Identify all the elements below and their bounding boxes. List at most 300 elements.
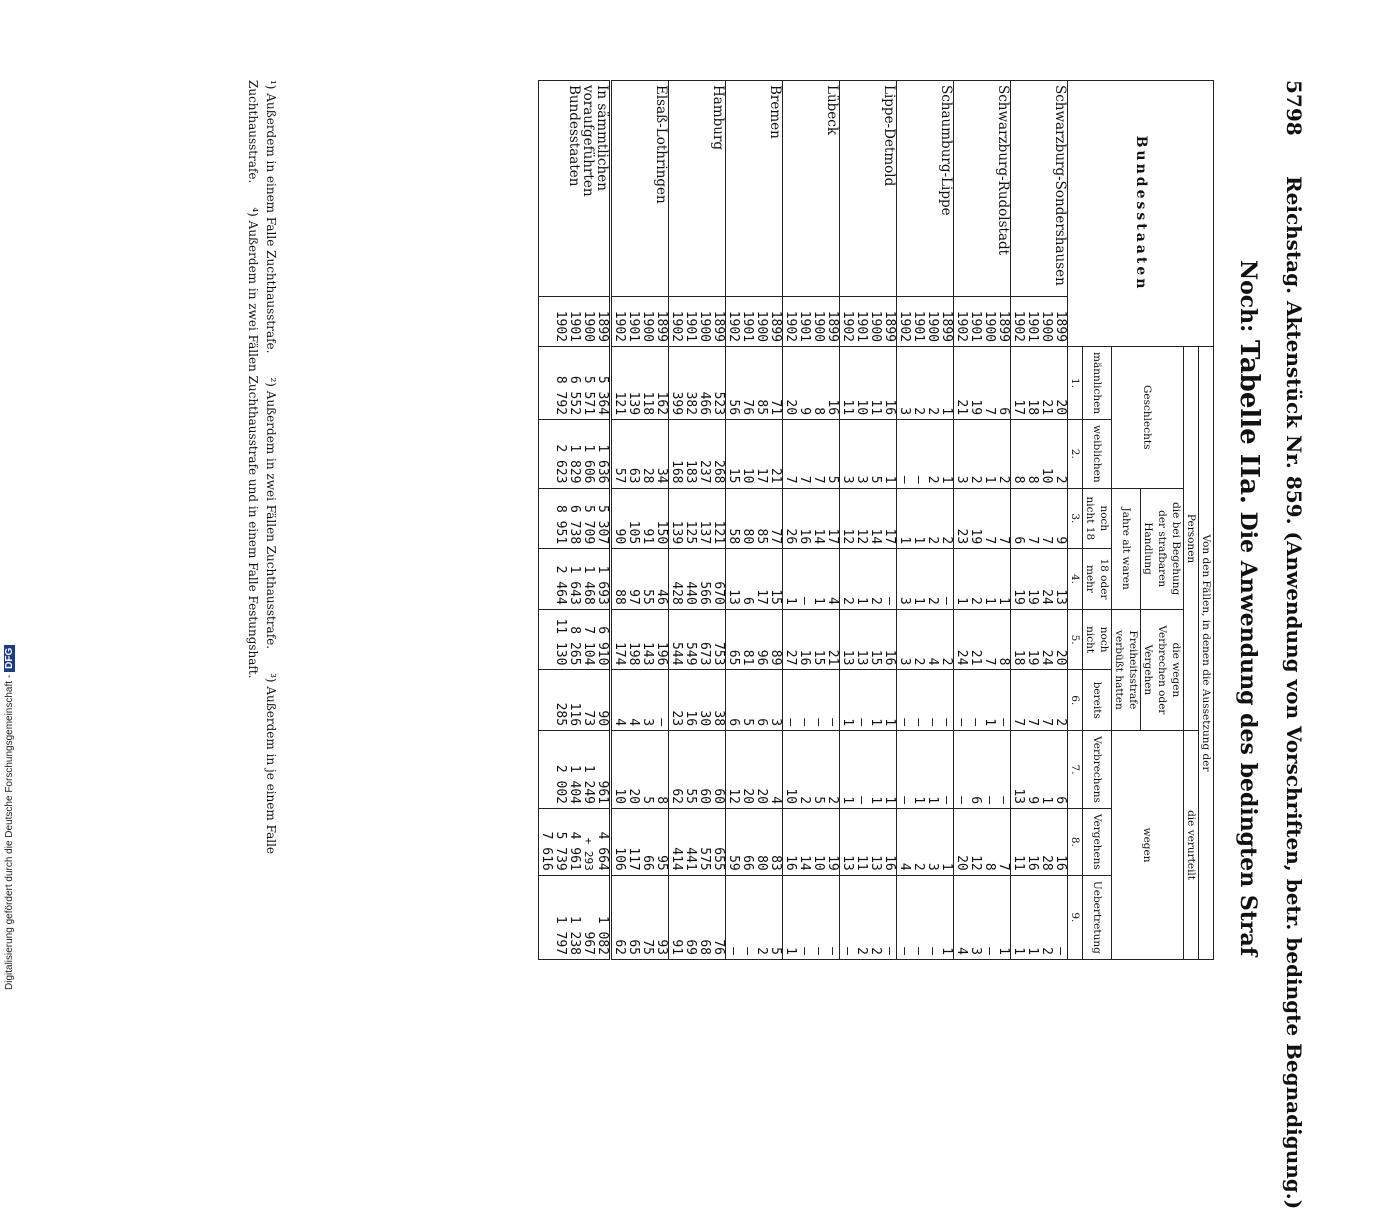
value: 7 — [811, 475, 826, 484]
value: 1899 — [654, 310, 669, 342]
value: 12 — [968, 855, 983, 871]
value: 13 — [854, 649, 869, 666]
value: 116 — [567, 702, 582, 727]
value: — — [925, 718, 940, 727]
value: 11 — [1011, 855, 1026, 871]
value: 1 — [925, 796, 940, 805]
value: 1902 — [840, 310, 855, 342]
value: — — [825, 718, 840, 727]
value-cell — [669, 420, 726, 488]
value: — — [654, 718, 669, 727]
value-cell — [1011, 420, 1068, 488]
value: 1900 — [640, 310, 655, 342]
value: — — [783, 718, 798, 727]
value-cell — [840, 549, 897, 610]
value: 1 — [882, 718, 897, 727]
value: 57 — [612, 467, 627, 484]
value: 1 643 — [567, 565, 582, 605]
value: 1 — [868, 796, 883, 805]
state-name: Schaumburg-Lippe — [897, 81, 954, 297]
value: 1899 — [882, 310, 897, 342]
value: 56 — [726, 399, 741, 416]
value: 5 709 — [581, 505, 596, 545]
value: 125 — [683, 520, 698, 545]
value: 16 — [683, 710, 698, 727]
value: 139 — [669, 520, 684, 545]
value: 8 — [654, 796, 669, 805]
value: 10 — [1039, 467, 1054, 484]
value: 4 — [612, 718, 627, 727]
value: — — [982, 796, 997, 805]
digitization-credit — [4, 645, 15, 990]
value: 46 — [654, 589, 669, 605]
credit-text: Digitalisierung gefördert durch die Deutsche Forschungsgemeinschaft - — [4, 674, 15, 990]
column-number: 2. — [1068, 420, 1083, 488]
value: 17 — [754, 589, 769, 605]
value: 1 — [996, 947, 1011, 955]
value: 12 — [840, 528, 855, 545]
value: 91 — [640, 528, 655, 545]
value: 2 — [868, 596, 883, 605]
value: 13 — [840, 855, 855, 871]
value: 65 — [726, 649, 741, 666]
value: 2 002 — [553, 764, 568, 805]
value: 60 — [711, 788, 726, 805]
value: 8 265 — [567, 626, 582, 666]
value: 753 — [711, 641, 726, 666]
value: 59 — [726, 855, 741, 871]
value-cell — [726, 488, 783, 549]
value: 11 — [840, 399, 855, 416]
value: 1899 — [825, 310, 840, 342]
value: 3 — [768, 718, 783, 727]
value: 285 — [553, 702, 568, 727]
value: 5 571 — [581, 375, 596, 416]
value: 1 — [1011, 947, 1026, 955]
value-cell — [840, 420, 897, 488]
header-bereits: bereits — [1083, 670, 1112, 731]
value: 27 — [783, 649, 798, 666]
value: 1 — [939, 862, 954, 871]
value: 73 — [581, 710, 596, 727]
column-number: 6. — [1068, 670, 1083, 731]
value: 20 — [626, 788, 641, 805]
value: 7 — [996, 862, 1011, 871]
value: — — [840, 947, 855, 955]
value: 1902 — [783, 310, 798, 342]
header-vergehens: Vergehens — [1083, 809, 1112, 876]
value: 85 — [754, 399, 769, 416]
year-cell — [726, 296, 783, 346]
value: 2 — [1053, 718, 1068, 727]
footnote: ²) Außerdem in zwei Fällen Zuchthausstrafe. — [264, 377, 278, 650]
value-cell — [840, 488, 897, 549]
value: 2 — [925, 475, 940, 484]
value: 1901 — [968, 310, 983, 342]
year-cell — [954, 296, 1011, 346]
value-cell — [897, 609, 954, 670]
value: 7 — [982, 657, 997, 666]
value: 10 — [783, 788, 798, 805]
value: 23 — [954, 528, 969, 545]
value: 2 — [868, 947, 883, 955]
value: 13 — [840, 649, 855, 666]
value: 13 — [1011, 788, 1026, 805]
value: — — [996, 718, 1011, 727]
header-freiheitsstrafe: Freiheitsstrafe verbüßt hatten — [1112, 609, 1141, 730]
value-cell — [783, 731, 840, 809]
table-body — [539, 81, 1068, 960]
value-cell — [611, 731, 669, 809]
value: 77 — [768, 528, 783, 545]
value: 7 — [982, 407, 997, 416]
value: 20 — [754, 788, 769, 805]
value: 14 — [811, 528, 826, 545]
value: 5 — [740, 718, 755, 727]
value-cell — [954, 609, 1011, 670]
value: 58 — [726, 528, 741, 545]
value: 466 — [697, 391, 712, 416]
value: 1 — [939, 947, 954, 955]
value-cell — [611, 420, 669, 488]
value: 21 — [954, 399, 969, 416]
value: 6 552 — [567, 375, 582, 416]
value-cell — [783, 809, 840, 876]
value: 121 — [612, 391, 627, 416]
header-jahre: Jahre alt waren — [1112, 488, 1141, 609]
value: 6 — [996, 407, 1011, 416]
value: 5 364 — [595, 375, 610, 416]
value: — — [882, 947, 897, 955]
column-number: 4. — [1068, 549, 1083, 610]
value: 21 — [1039, 399, 1054, 416]
value: — — [911, 947, 926, 955]
value: 11 — [868, 399, 883, 416]
value-cell — [611, 809, 669, 876]
value: 961 — [595, 780, 610, 805]
value-cell — [611, 670, 669, 731]
value: 90 — [612, 528, 627, 545]
value: 1 — [982, 475, 997, 484]
value: 4 — [954, 947, 969, 955]
value: 1900 — [982, 310, 997, 342]
header-wegen: wegen — [1112, 731, 1184, 960]
value: 1902 — [612, 310, 627, 342]
value: 24 — [1039, 649, 1054, 666]
value: — — [954, 796, 969, 805]
value: 8 — [811, 407, 826, 416]
merged-value: + 293 — [582, 837, 595, 871]
value: — — [811, 947, 826, 955]
value: 15 — [726, 467, 741, 484]
value: — — [939, 718, 954, 727]
value-cell — [539, 488, 611, 549]
value: 1900 — [1039, 310, 1054, 342]
value: 90 — [595, 710, 610, 727]
value: 1902 — [726, 310, 741, 342]
value: 91 — [669, 939, 684, 955]
value: 7 — [783, 475, 798, 484]
value: 24 — [1039, 589, 1054, 605]
value: 1899 — [1053, 310, 1068, 342]
value: 673 — [697, 641, 712, 666]
footnotes — [244, 80, 280, 960]
value: — — [897, 947, 912, 955]
value-cell — [840, 609, 897, 670]
header-verbrechen: die wegen Verbrechen oder Vergehen — [1141, 609, 1184, 730]
column-number: 3. — [1068, 488, 1083, 549]
value: 20 — [1053, 399, 1068, 416]
year-cell — [611, 296, 669, 346]
value: 20 — [1053, 649, 1068, 666]
statistics-table — [538, 80, 1214, 960]
value: 1902 — [669, 310, 684, 342]
value: 11 130 — [553, 618, 568, 666]
value: 5 307 — [595, 505, 610, 545]
value: 150 — [654, 520, 669, 545]
value: 162 — [654, 391, 669, 416]
subtitle-text: Die Anwendung des bedingten Straf — [1235, 511, 1261, 957]
value: — — [954, 718, 969, 727]
footnote: ³) Außerdem in je einem Falle Zuchthausstrafe. — [246, 80, 278, 855]
value-cell — [783, 549, 840, 610]
value: 7 — [1039, 718, 1054, 727]
value: 3 — [968, 947, 983, 955]
value: 3 — [954, 475, 969, 484]
value: 1 — [854, 596, 869, 605]
value: 23 — [669, 710, 684, 727]
value: 19 — [968, 528, 983, 545]
value: 16 — [882, 399, 897, 416]
value: 28 — [1039, 855, 1054, 871]
value: 1 606 — [581, 444, 596, 484]
value: 1 — [840, 718, 855, 727]
year-cell — [539, 296, 611, 346]
value: — — [911, 718, 926, 727]
value: 1900 — [868, 310, 883, 342]
value: 16 — [783, 855, 798, 871]
value: 76 — [740, 399, 755, 416]
value: — — [797, 947, 812, 955]
value: 1 — [882, 475, 897, 484]
value-cell — [611, 549, 669, 610]
value: 7 104 — [581, 626, 596, 666]
value: 5 739 — [553, 831, 568, 871]
state-name: Schwarzburg-Sondershausen — [1011, 81, 1068, 297]
value: 3 — [925, 862, 940, 871]
value-cell — [669, 488, 726, 549]
value: 2 — [840, 596, 855, 605]
value: 17 — [825, 528, 840, 545]
value: — — [882, 596, 897, 605]
value: 4 — [897, 862, 912, 871]
value-cell — [669, 875, 726, 959]
value: 440 — [683, 581, 698, 605]
value: 4 664 — [595, 831, 610, 871]
value: 55 — [640, 589, 655, 605]
value: 1900 — [754, 310, 769, 342]
value: 1 — [982, 718, 997, 727]
value: 75 — [640, 939, 655, 955]
value: — — [897, 718, 912, 727]
value: 121 — [711, 520, 726, 545]
value-cell — [954, 549, 1011, 610]
value: 62 — [612, 939, 627, 955]
value: 10 — [854, 399, 869, 416]
value: 4 — [925, 657, 940, 666]
value: — — [897, 796, 912, 805]
value: 20 — [954, 855, 969, 871]
value: 19 — [968, 399, 983, 416]
value-cell — [1011, 731, 1068, 809]
value: 89 — [768, 649, 783, 666]
value: 15 — [868, 649, 883, 666]
value: 1 — [996, 596, 1011, 605]
value-cell — [954, 347, 1011, 420]
value: 10 — [811, 855, 826, 871]
value: 38 — [711, 710, 726, 727]
state-name: Lippe-Detmold — [840, 81, 897, 297]
value: 7 616 — [539, 831, 554, 871]
document-title: Reichstag. Aktenstück Nr. 859. (Anwendung von Vorschriften, betr. bedingte Begnadigung.) — [1282, 176, 1306, 1209]
value: — — [726, 947, 741, 955]
value-cell — [1011, 875, 1068, 959]
header-verurteilt: die verurteilt — [1184, 731, 1199, 960]
subtitle-prefix: Noch: — [1235, 260, 1261, 333]
value: 1901 — [626, 310, 641, 342]
value: — — [939, 596, 954, 605]
value: — — [854, 796, 869, 805]
value: 1902 — [897, 310, 912, 342]
value: 143 — [640, 641, 655, 666]
value: 1901 — [911, 310, 926, 342]
value: — — [1053, 947, 1068, 955]
value: 1902 — [954, 310, 969, 342]
summary-label: In sämmtlichen voraufgeführten Bundesstaaten — [539, 81, 611, 297]
value: 1901 — [854, 310, 869, 342]
value: 1 238 — [567, 915, 582, 955]
value: 2 — [854, 947, 869, 955]
value: 1902 — [1011, 310, 1026, 342]
value: 16 — [797, 649, 812, 666]
value: 76 — [711, 939, 726, 955]
value: 4 — [768, 796, 783, 805]
value: 2 — [925, 407, 940, 416]
value-cell — [539, 809, 611, 876]
value: — — [982, 947, 997, 955]
value: 14 — [797, 855, 812, 871]
value: 1 — [1039, 796, 1054, 805]
value: 2 — [911, 407, 926, 416]
value: 6 — [754, 718, 769, 727]
summary-row — [539, 81, 611, 960]
table-number: Tabelle IIa. — [1234, 339, 1264, 504]
value-cell — [954, 420, 1011, 488]
value-cell — [954, 809, 1011, 876]
value: 4 961 — [567, 831, 582, 871]
value: 1 468 — [581, 565, 596, 605]
value-cell — [783, 347, 840, 420]
value: 1 404 — [567, 764, 582, 805]
value: 20 — [740, 788, 755, 805]
value: 414 — [669, 847, 684, 871]
value-cell — [1011, 609, 1068, 670]
value: — — [996, 796, 1011, 805]
value: 85 — [754, 528, 769, 545]
value-cell — [726, 731, 783, 809]
value: 1901 — [740, 310, 755, 342]
value: — — [740, 947, 755, 955]
value: — — [925, 947, 940, 955]
value: 1902 — [553, 310, 568, 342]
value: 15 — [768, 589, 783, 605]
year-cell — [840, 296, 897, 346]
value-cell — [726, 347, 783, 420]
value: 1899 — [996, 310, 1011, 342]
value: 12 — [854, 528, 869, 545]
value: 2 — [996, 475, 1011, 484]
value: 16 — [882, 855, 897, 871]
value: 1 — [783, 596, 798, 605]
value: 1 — [954, 596, 969, 605]
value: 183 — [683, 460, 698, 484]
value-cell — [783, 875, 840, 959]
state-name: Bremen — [726, 81, 783, 297]
value: 68 — [697, 939, 712, 955]
year-cell — [669, 296, 726, 346]
value: 5 — [825, 475, 840, 484]
value: 1899 — [711, 310, 726, 342]
value: 96 — [754, 649, 769, 666]
value-cell — [897, 347, 954, 420]
value-cell — [611, 488, 669, 549]
value: 10 — [612, 788, 627, 805]
value: — — [911, 475, 926, 484]
value: 566 — [697, 581, 712, 605]
value: 66 — [640, 855, 655, 871]
value-cell — [954, 875, 1011, 959]
state-name: Hamburg — [669, 81, 726, 297]
value: 5 — [868, 475, 883, 484]
value: 14 — [868, 528, 883, 545]
value: 80 — [754, 855, 769, 871]
value: 7 — [1025, 718, 1040, 727]
value: 1 — [868, 718, 883, 727]
value-cell — [897, 809, 954, 876]
column-number: 9. — [1068, 875, 1083, 959]
value: — — [854, 718, 869, 727]
value: 30 — [697, 710, 712, 727]
value: 1900 — [925, 310, 940, 342]
value: 13 — [868, 855, 883, 871]
footnote: ⁴) Außerdem in zwei Fällen Zuchthausstrafe und in einem Falle Festungshaft. — [246, 207, 260, 679]
value: 1900 — [581, 310, 596, 342]
value-cell — [726, 549, 783, 610]
value: 1 — [911, 796, 926, 805]
value: 1 — [911, 596, 926, 605]
value: 1 — [811, 596, 826, 605]
page-number: 5798 — [1282, 80, 1306, 136]
value: 21 — [768, 467, 783, 484]
value: 1 — [1025, 947, 1040, 955]
value: 2 — [797, 796, 812, 805]
value: 34 — [654, 467, 669, 484]
value: 1899 — [939, 310, 954, 342]
value-cell — [539, 420, 611, 488]
value-cell — [897, 549, 954, 610]
value: 19 — [1025, 589, 1040, 605]
value: 5 — [768, 947, 783, 955]
